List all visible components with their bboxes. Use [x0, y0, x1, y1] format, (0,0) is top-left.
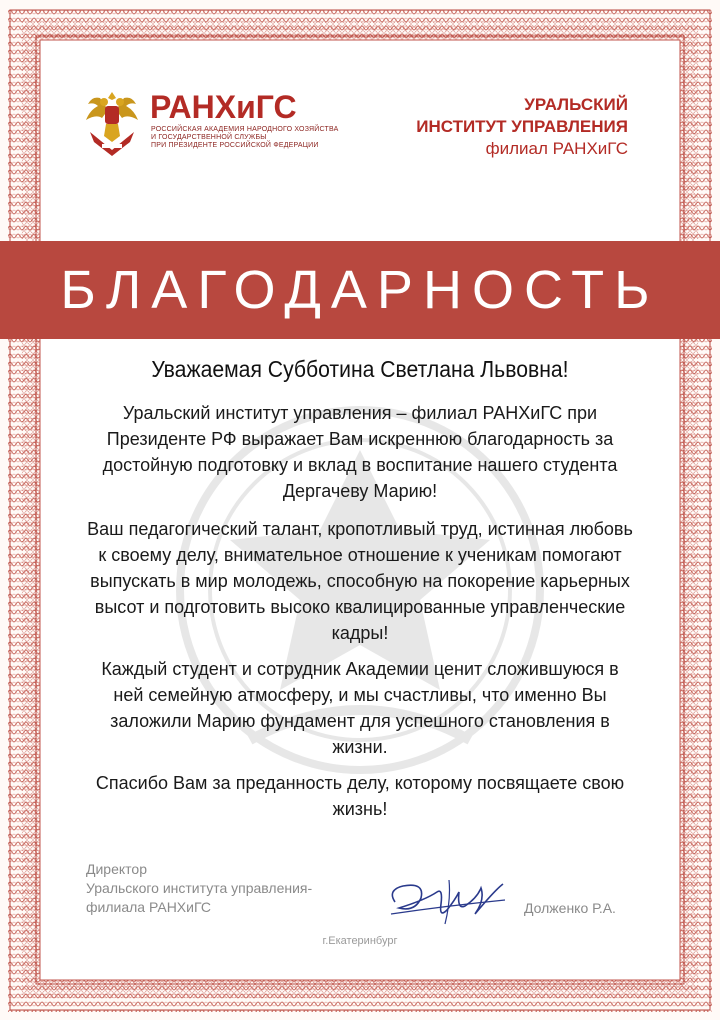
branch-name [416, 94, 628, 160]
handwritten-signature [385, 870, 510, 930]
document-title: БЛАГОДАРНОСТЬ [60, 260, 660, 320]
ranepa-logo [82, 88, 339, 160]
double-headed-eagle-icon [82, 88, 142, 158]
logo-subtitle-line: И ГОСУДАРСТВЕННОЙ СЛУЖБЫ [151, 134, 267, 141]
position-line: Директор [86, 861, 147, 877]
director-position [86, 860, 312, 917]
branch-line: УРАЛЬСКИЙ [524, 95, 628, 114]
logo-subtitle [151, 126, 339, 150]
logo-name: РАНХиГС [150, 89, 297, 125]
position-line: Уральского института управления- [86, 880, 313, 896]
branch-line: филиал РАНХиГС [485, 139, 628, 158]
body-paragraph: Каждый студент и сотрудник Академии ценит сложившуюся в ней семейную атмосферу, и мы счастливы, что именно Вы заложили Марию фундамент для успешного становления в жизни. [101, 659, 619, 757]
body-paragraph: Спасибо Вам за преданность делу, которому посвящаете свою жизнь! [95, 773, 625, 819]
body-paragraph: Ваш педагогический талант, кропотливый труд, истинная любовь к своему делу, внимательное отношение к ученикам помогают выпускать в мир молодежь, способную на покорение карьерных высот и подготовить высоко квалицированные управленческие кадры! [87, 519, 633, 643]
body-paragraph: Уральский институт управления – филиал РАНХиГС при Президенте РФ выражает Вам искреннюю благодарность за достойную подготовку и вклад в воспитание нашего студента Дергачеву Марию! [102, 403, 618, 501]
position-line: филиала РАНХиГС [86, 899, 212, 915]
logo-subtitle-line: ПРИ ПРЕЗИДЕНТЕ РОССИЙСКОЙ ФЕДЕРАЦИИ [151, 142, 319, 149]
title-banner [0, 241, 720, 339]
salutation: Уважаемая Субботина Светлана Львовна! [151, 356, 569, 382]
logo-subtitle-line: РОССИЙСКАЯ АКАДЕМИЯ НАРОДНОГО ХОЗЯЙСТВА [151, 126, 339, 133]
signatory-name: Долженко Р.А. [524, 900, 616, 916]
city: г.Екатеринбург [322, 935, 398, 947]
branch-line: ИНСТИТУТ УПРАВЛЕНИЯ [416, 117, 628, 136]
